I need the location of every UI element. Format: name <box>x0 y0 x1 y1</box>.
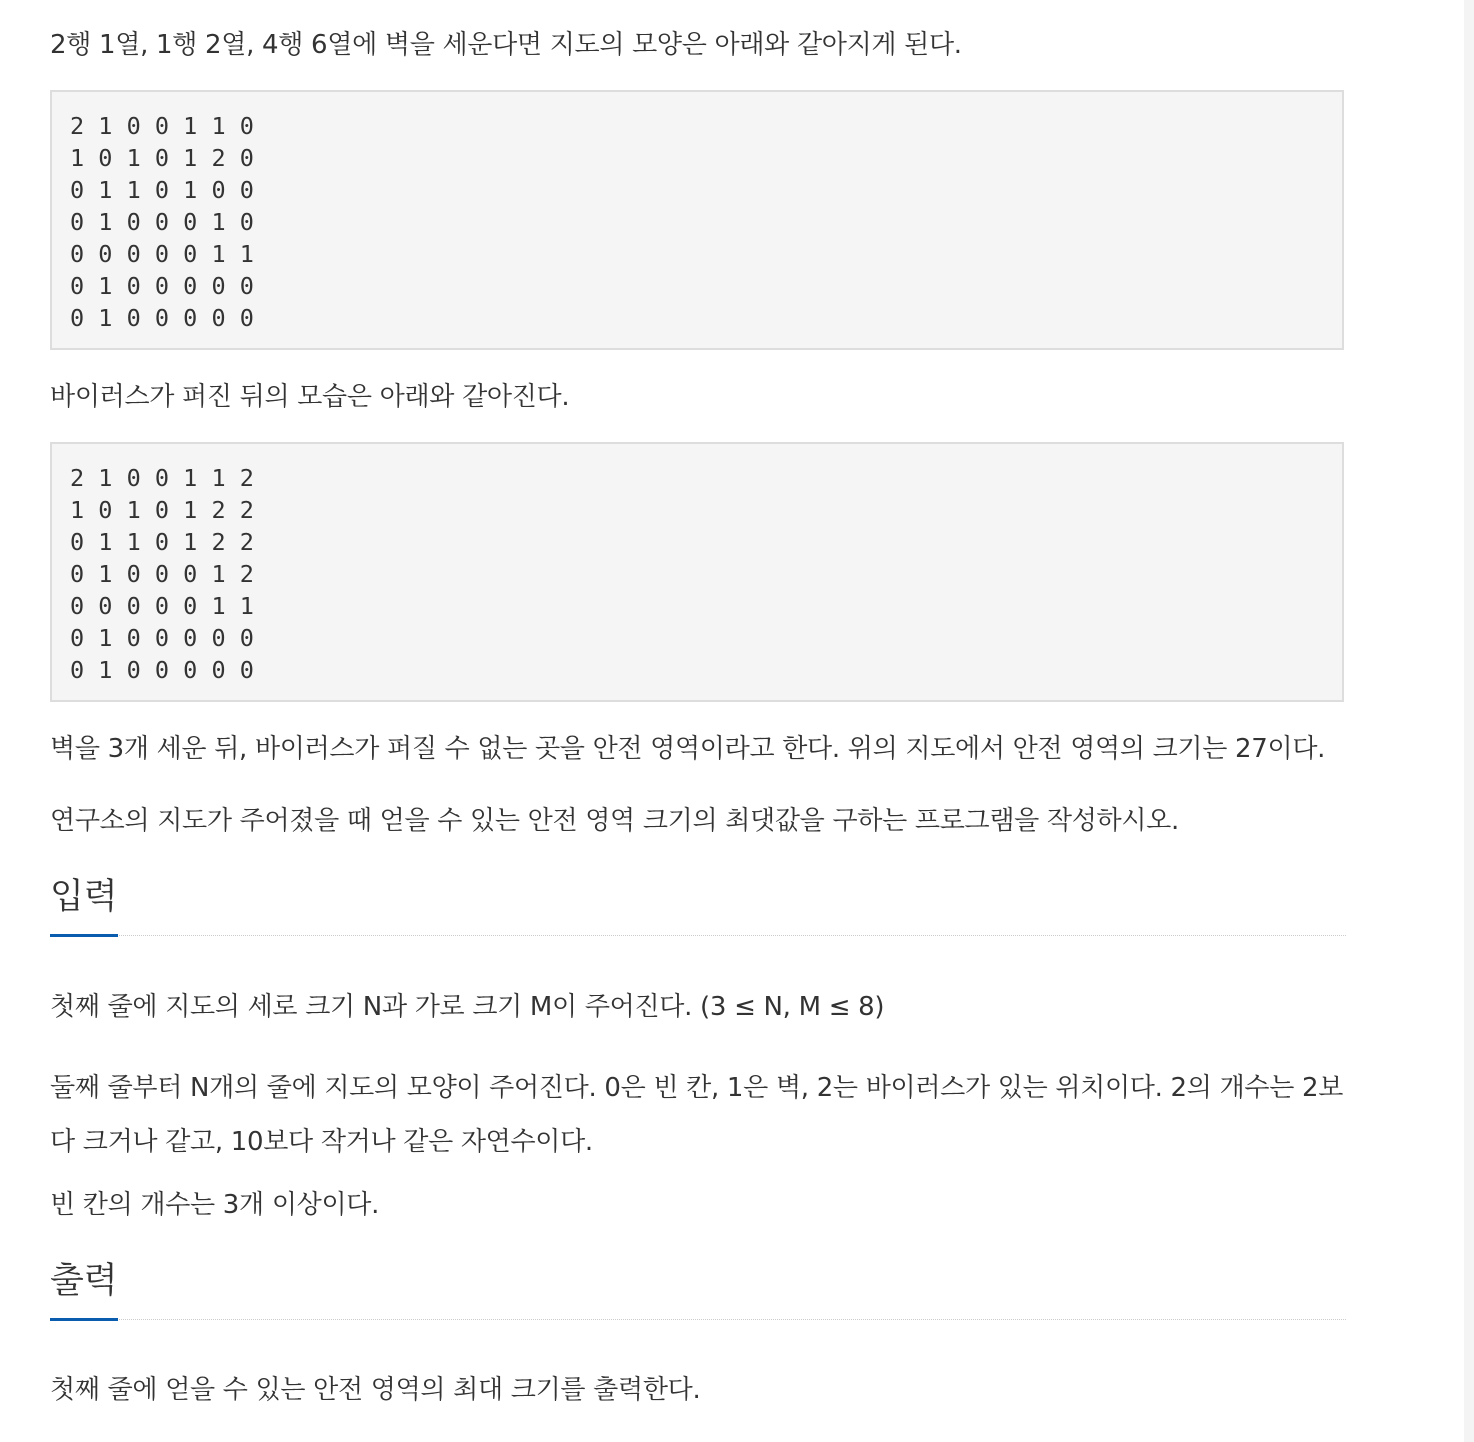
scrollbar-track[interactable] <box>1464 0 1474 1442</box>
description-paragraph: 2행 1열, 1행 2열, 4행 6열에 벽을 세운다면 지도의 모양은 아래와 같아지게 된다. <box>50 30 962 60</box>
input-description-line: 둘째 줄부터 N개의 줄에 지도의 모양이 주어진다. 0은 빈 칸, 1은 벽, 2는 바이러스가 있는 위치이다. 2의 개수는 2보다 크거나 같고, 10보다 작거나 같은 자연수이다. <box>50 1073 1344 1157</box>
heading-underline <box>50 934 118 937</box>
description-paragraph: 연구소의 지도가 주어졌을 때 얻을 수 있는 안전 영역 크기의 최댓값을 구하는 프로그램을 작성하시오. <box>50 806 1179 836</box>
input-description-line: 빈 칸의 개수는 3개 이상이다. <box>50 1190 380 1220</box>
code-block-walls-map: 2 1 0 0 1 1 0 1 0 1 0 1 2 0 0 1 1 0 1 0 0 0 1 0 0 0 1 0 0 0 0 0 0 1 1 0 1 0 0 0 0 0 0 1 0 0 0 0 0 <box>50 90 1344 350</box>
output-description-line: 첫째 줄에 얻을 수 있는 안전 영역의 최대 크기를 출력한다. <box>50 1375 701 1405</box>
input-section-header <box>50 875 1346 936</box>
input-description-line: 첫째 줄에 지도의 세로 크기 N과 가로 크기 M이 주어진다. (3 ≤ N, M ≤ 8) <box>50 992 885 1022</box>
description-paragraph: 바이러스가 퍼진 뒤의 모습은 아래와 같아진다. <box>50 382 570 412</box>
output-section-header <box>50 1259 1346 1320</box>
input-section-title: 입력 <box>50 877 118 917</box>
code-block-virus-map: 2 1 0 0 1 1 2 1 0 1 0 1 2 2 0 1 1 0 1 2 2 0 1 0 0 0 1 2 0 0 0 0 0 1 1 0 1 0 0 0 0 0 0 1 0 0 0 0 0 <box>50 442 1344 702</box>
heading-underline <box>50 1318 118 1321</box>
description-paragraph: 벽을 3개 세운 뒤, 바이러스가 퍼질 수 없는 곳을 안전 영역이라고 한다. 위의 지도에서 안전 영역의 크기는 27이다. <box>50 734 1326 764</box>
output-section-title: 출력 <box>50 1261 118 1301</box>
